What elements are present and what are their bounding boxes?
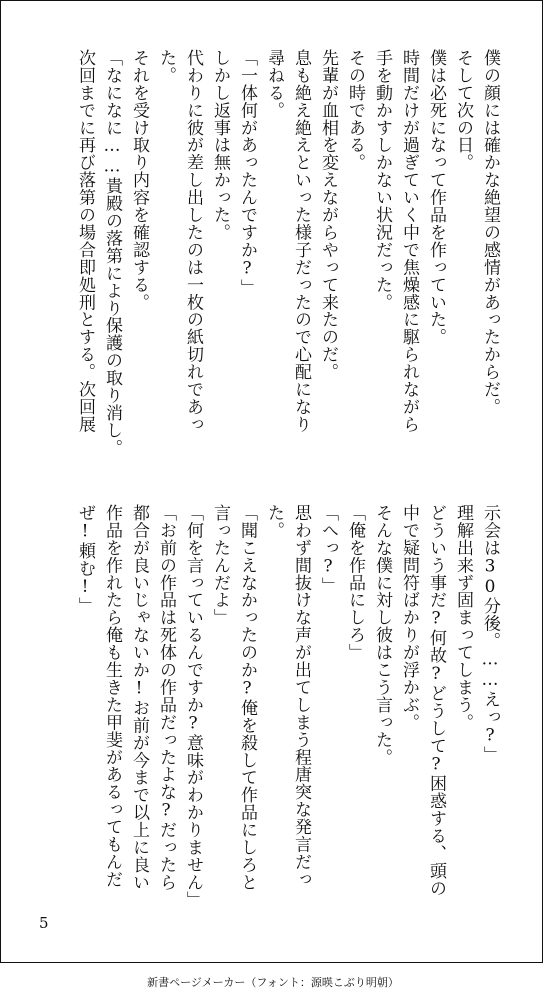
text-line: ぜ!頼む!」 (75, 504, 95, 615)
text-line: それを受け取り内容を確認する。 (129, 49, 149, 311)
text-line: 息も絶え絶えといった様子だったので心配になり (291, 49, 311, 433)
text-line: 僕の顔には確かな絶望の感情があったからだ。 (480, 49, 500, 416)
footer-caption: 新書ページメーカー（フォント：源暎こぶり明朝） (147, 976, 399, 989)
text-line: 僕は必死になって作品を作っていた。 (426, 49, 446, 346)
page-number: 5 (39, 914, 49, 932)
text-line: 手を動かすしかない状況だった。 (372, 49, 392, 311)
text-line: 尋ねる。 (264, 49, 284, 119)
text-line: 「一体何があったんですか?」 (237, 49, 257, 297)
text-line: た。 (156, 49, 176, 84)
text-line: 「聞こえなかったのか?俺を殺して作品にしろと (237, 504, 257, 891)
text-line: 「へっ?」 (318, 504, 338, 595)
text-line: 「何を言っているんですか?意味がわかりません」 (183, 504, 203, 909)
text-line: 「なになに……貴殿の落第により保護の取り消し。 (102, 49, 122, 457)
text-line: その時である。 (345, 49, 365, 172)
text-line: 「俺を作品にしろ」 (345, 504, 365, 662)
text-line: そんな僕に対し彼はこう言った。 (372, 504, 392, 766)
text-line: た。 (264, 504, 284, 539)
text-line: 思わず間抜けな声が出てしまう程唐突な発言だっ (291, 504, 311, 888)
text-line: 都合が良いじゃないか!お前が今まで以上に良い (129, 504, 149, 891)
text-line: そして次の日。 (453, 49, 473, 172)
text-line: 中で疑問符ばかりが浮かぶ。 (399, 504, 419, 731)
text-line: どういう事だ?何故?どうして?困惑する、頭の (426, 504, 446, 897)
text-line: 「お前の作品は死体の作品だったよな?だったら (156, 504, 176, 891)
text-line: 作品を作れたら俺も生きた甲斐があるってもんだ (102, 504, 122, 888)
text-line: 次回までに再び落第の場合即処刑とする。次回展 (75, 49, 95, 433)
text-line: 時間だけが過ぎていく中で焦燥感に駆られながら (399, 49, 419, 433)
text-line: 示会は30分後。……えっ?」 (480, 504, 500, 764)
text-line: 理解出来ず固まってしまう。 (453, 504, 473, 731)
text-line: 言ったんだよ」 (210, 504, 230, 627)
text-line: しかし返事は無かった。 (210, 49, 230, 241)
text-line: 代わりに彼が差し出したのは一枚の紙切れであっ (183, 49, 203, 433)
text-line: 先輩が血相を変えながらやって来たのだ。 (318, 49, 338, 381)
